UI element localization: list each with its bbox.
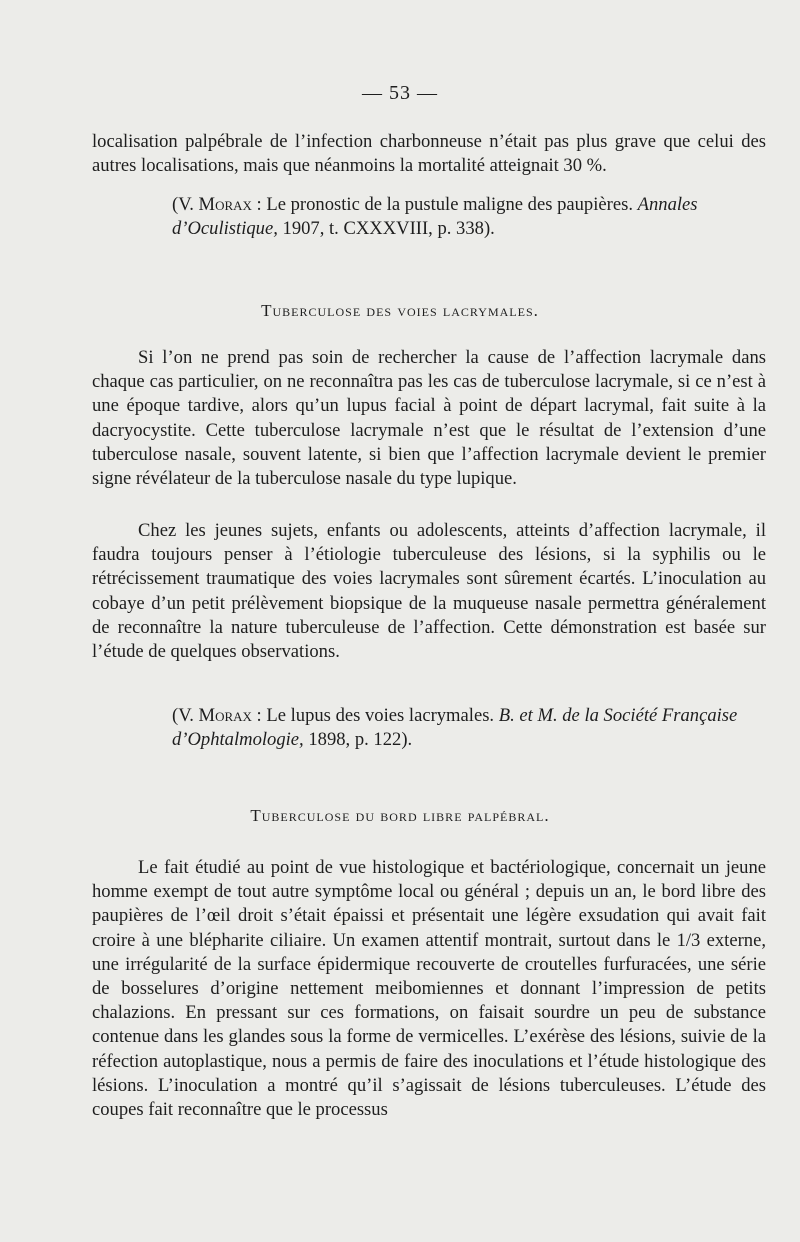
ref-author: Morax xyxy=(198,194,252,215)
ref-title: : Le pronostic de la pustule maligne des paupières. xyxy=(251,194,638,215)
ref-journal: B. et M. de la Société Française d’Ophtalmologie, xyxy=(172,705,738,751)
ref-open: (V. xyxy=(172,194,199,215)
page-number: — 53 — xyxy=(362,82,438,104)
paragraph-continued: localisation palpébrale de l’infection charbonneuse n’était pas plus grave que celui des autres localisations, mais que néanmoins la mortalité atteignait 30 %. xyxy=(92,131,766,177)
paragraph-tuberculose-lacrymale: Si l’on ne prend pas soin de rechercher la cause de l’affection lacrymale dans chaque cas particulier, on ne reconnaîtra pas les cas de tuberculose lacrymale, si ce n’est à une époque tardive, alors qu’un lupus facial à point de départ lacrymal, fait suite à la dacryocystite. Cette tuberculose lacrymale n’est que le résultat de l’extension d’une tuberculose nasale, souvent latente, si bien que l’affection lacrymale devient le premier signe révélateur de la tuberculose nasale du type lupique. xyxy=(92,347,766,490)
section-heading-bord-libre: Tuberculose du bord libre palpébral. xyxy=(250,806,550,825)
ref-title: : Le lupus des voies lacrymales. xyxy=(251,705,499,726)
paragraph-jeunes-sujets: Chez les jeunes sujets, enfants ou adolescents, atteints d’affection lacrymale, il faudra toujours penser à l’étiologie tuberculeuse des lésions, si la syphilis ou le rétrécissement traumatique des voies lacrymales sont sûrement écartés. L’inoculation au cobaye d’un petit prélèvement biopsique de la muqueuse nasale permettra généralement de reconnaître la nature tuberculeuse de l’affection. Cette démonstration est basée sur l’étude de quelques observations. xyxy=(92,520,766,663)
ref-details: 1898, p. 122). xyxy=(303,729,413,751)
reference-lupus xyxy=(172,704,766,752)
ref-author: Morax xyxy=(198,705,252,726)
ref-details: 1907, t. CXXXVIII, p. 338). xyxy=(277,218,495,240)
reference-pustule-maligne xyxy=(172,193,766,241)
paragraph-bord-libre: Le fait étudié au point de vue histologique et bactériologique, concernait un jeune homme exempt de tout autre symptôme local ou général ; depuis un an, le bord libre des paupières de l’œil droit s’était épaissi et présentait une légère exsudation qui avait fait croire à une blépharite ciliaire. Un examen attentif montrait, surtout dans le 1/3 externe, une irrégularité de la surface épidermique recouverte de croutelles furfuracées, une série de bosselures d’origine nettement meibomiennes et donnant l’impression de petits chalazions. En pressant sur ces formations, on faisait sourdre un peu de substance contenue dans les glandes sous la forme de vermicelles. L’exérèse des lésions, suivie de la réfection autoplastique, nous a permis de faire des inoculations et l’étude histologique des lésions. L’inoculation a montré qu’il s’agissait de lésions tuberculeuses. L’étude des coupes fait reconnaître que le processus xyxy=(92,857,766,1121)
section-heading-voies-lacrymales: Tuberculose des voies lacrymales. xyxy=(261,301,539,320)
ref-open: (V. xyxy=(172,705,199,726)
ref-journal: Annales d’Oculistique, xyxy=(172,194,698,240)
